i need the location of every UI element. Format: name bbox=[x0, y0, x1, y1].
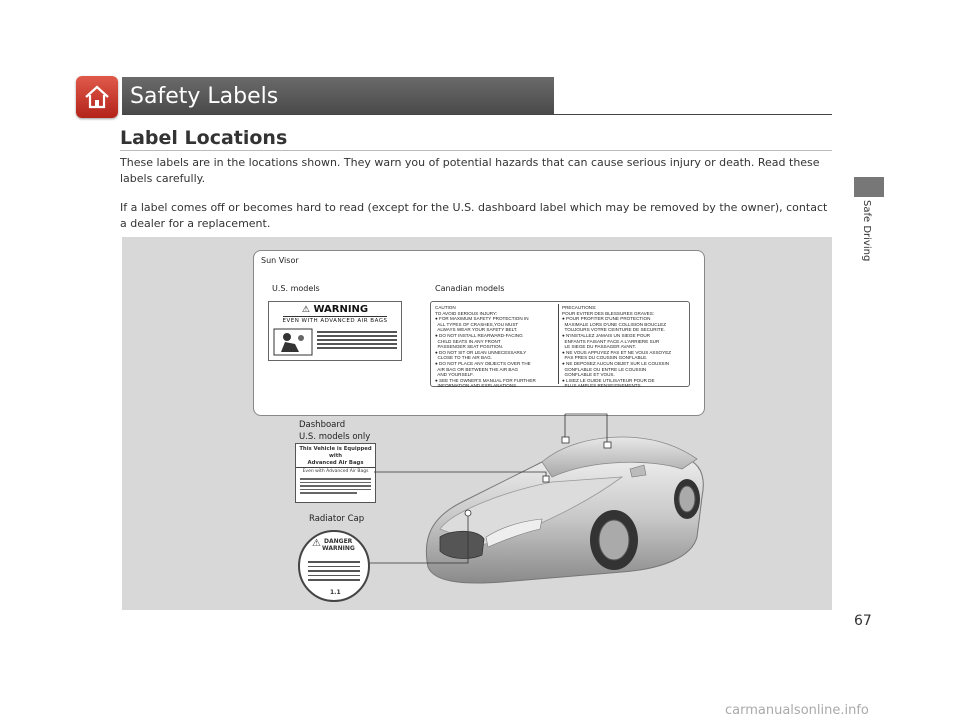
sun-visor-caption: Sun Visor bbox=[261, 256, 299, 265]
section-divider bbox=[120, 150, 832, 151]
dashboard-caption: Dashboard bbox=[299, 420, 346, 430]
caution-text-fr: PRECAUTIONS: POUR EVITER DES BLESSURES GRAVES: ● POUR PROFITER D'UNE PROTECTION MAXIMALE LORS D'UNE COLLISION BOUCLEZ TOUJOURS VOTRE CEINTURE DE SECURITE. ● N'INSTALLEZ JAMAIS UN SIEGE POUR ENFANTS FAISANT FACE A L'ARRIERE SUR LE SIEGE DU PASSAGER AVANT. ● NE VOUS APPUYEZ PAS ET NE VOUS ASSOYEZ PAS PRES DU COUSSIN GONFLABLE. ● NE DEPOSEZ AUCUN OBJET SUR LE COUSSIN GONFLABLE OU ENTRE LE COUSSIN GONFLABLE ET VOUS. ● LISEZ LE GUIDE UTILISATEUR POUR DE PLUS AMPLES RENSEIGNEMENTS. bbox=[562, 305, 672, 389]
site-watermark: carmanualsonline.info bbox=[725, 703, 869, 718]
car-illustration bbox=[122, 237, 832, 610]
intro-paragraph: These labels are in the locations shown. They warn you of potential hazards that can cause serious injury or death. Read these labels carefully. bbox=[120, 156, 820, 185]
home-button[interactable] bbox=[76, 76, 118, 118]
warning-triangle-icon: ⚠ bbox=[301, 305, 310, 315]
dash-label-line3: Even with Advanced Air Bags bbox=[302, 469, 369, 474]
replacement-paragraph: If a label comes off or becomes hard to read (except for the U.S. dashboard label which may be removed by the owner), contact a dealer for a replacement. bbox=[120, 201, 828, 230]
cap-number: 1.1 bbox=[330, 589, 341, 596]
section-tab[interactable] bbox=[860, 200, 874, 280]
warning-subtitle: EVEN WITH ADVANCED AIR BAGS bbox=[282, 318, 388, 324]
title-divider bbox=[122, 114, 832, 115]
page-title: Safety Labels bbox=[130, 84, 279, 109]
warning-title: WARNING bbox=[313, 304, 369, 315]
canadian-models-caption: Canadian models bbox=[435, 284, 505, 293]
page-number: 67 bbox=[854, 613, 872, 629]
radiator-cap-caption: Radiator Cap bbox=[309, 514, 365, 524]
section-heading: Label Locations bbox=[120, 127, 288, 149]
caution-text-en: CAUTION TO AVOID SERIOUS INJURY: ● FOR MAXIMUM SAFETY PROTECTION IN ALL TYPES OF CRASHES,YOU MUST ALWAYS WEAR YOUR SAFETY BELT. ● DO NOT INSTALL REARWARD-FACING CHILD SEATS IN ANY FRONT PASSENGER SEAT POSITION. ● DO NOT SIT OR LEAN UNNECESSARILY CLOSE TO THE AIR BAG. ● DO NOT PLACE ANY OBJECTS OVER THE AIR BAG OR BETWEEN THE AIR BAG AND YOURSELF. ● SEE THE OWNER'S MANUAL FOR FURTHER INFORMATION AND EXPLANATIONS. bbox=[435, 305, 536, 389]
cap-danger-text: DANGER bbox=[324, 538, 353, 545]
section-tab-marker bbox=[854, 177, 884, 197]
danger-triangle-icon: ⚠ bbox=[312, 538, 321, 549]
dash-label-line1: This Vehicle is Equipped with bbox=[299, 446, 372, 459]
us-only-caption: U.S. models only bbox=[299, 432, 371, 442]
section-tab-label: Safe Driving bbox=[861, 200, 872, 262]
us-models-caption: U.S. models bbox=[272, 284, 320, 293]
home-icon bbox=[83, 83, 111, 111]
dash-label-line2: Advanced Air Bags bbox=[296, 460, 375, 468]
cap-warning-text: WARNING bbox=[322, 545, 355, 552]
